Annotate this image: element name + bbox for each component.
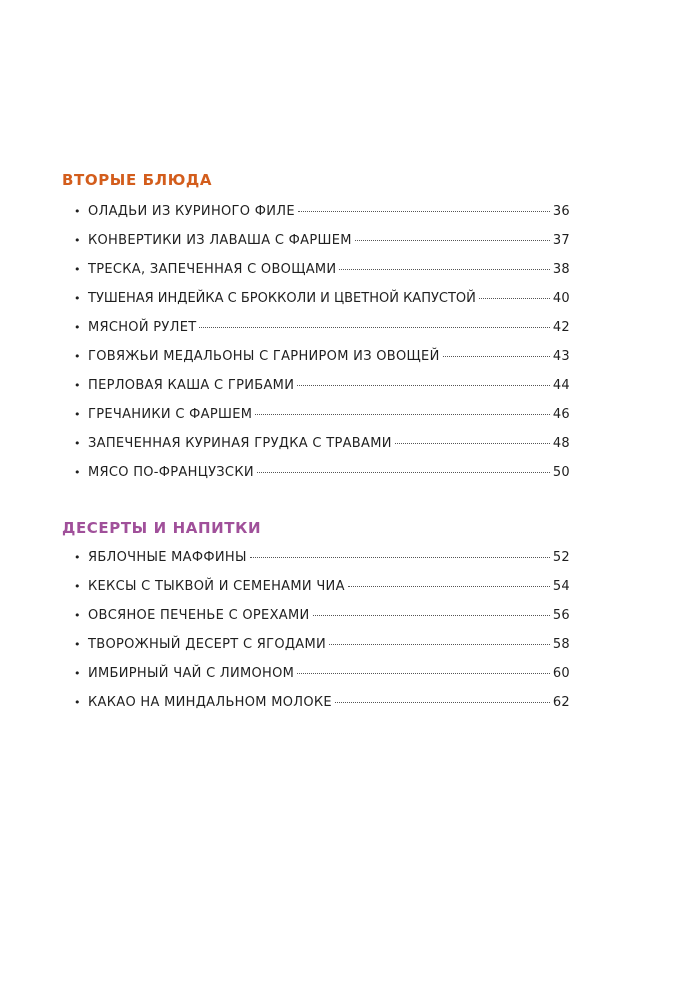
page-number: 37 — [552, 233, 570, 248]
toc-entry[interactable] — [62, 695, 570, 724]
page-number: 50 — [552, 465, 570, 480]
dot-leader — [250, 557, 550, 558]
dot-leader — [199, 327, 549, 328]
toc-section-main-courses — [62, 171, 570, 494]
dot-leader — [313, 615, 550, 616]
page-number: 54 — [552, 579, 570, 594]
entry-title: МЯСО ПО-ФРАНЦУЗСКИ — [88, 465, 254, 480]
toc-entry[interactable] — [62, 320, 570, 349]
toc-entry[interactable] — [62, 262, 570, 291]
page-number: 43 — [552, 349, 570, 364]
dot-leader — [479, 298, 550, 299]
bullet-icon: • — [74, 696, 81, 709]
dot-leader — [395, 443, 550, 444]
toc-entry[interactable] — [62, 291, 570, 320]
page-number: 42 — [552, 320, 570, 335]
entry-title: ОВСЯНОЕ ПЕЧЕНЬЕ С ОРЕХАМИ — [88, 608, 310, 623]
dot-leader — [329, 644, 550, 645]
toc-entry[interactable] — [62, 666, 570, 695]
entry-title: КАКАО НА МИНДАЛЬНОМ МОЛОКЕ — [88, 695, 332, 710]
bullet-icon: • — [74, 580, 81, 593]
entry-title: ТРЕСКА, ЗАПЕЧЕННАЯ С ОВОЩАМИ — [88, 262, 337, 277]
dot-leader — [443, 356, 550, 357]
dot-leader — [297, 673, 550, 674]
bullet-icon: • — [74, 234, 81, 247]
bullet-icon: • — [74, 667, 81, 680]
bullet-icon: • — [74, 408, 81, 421]
page-number: 48 — [552, 436, 570, 451]
entry-title: ПЕРЛОВАЯ КАША С ГРИБАМИ — [88, 378, 295, 393]
bullet-icon: • — [74, 437, 81, 450]
entry-title: ГОВЯЖЬИ МЕДАЛЬОНЫ С ГАРНИРОМ ИЗ ОВОЩЕЙ — [88, 349, 440, 364]
bullet-icon: • — [74, 292, 81, 305]
entry-title: ГРЕЧАНИКИ С ФАРШЕМ — [88, 407, 253, 422]
dot-leader — [339, 269, 549, 270]
entry-title: КЕКСЫ С ТЫКВОЙ И СЕМЕНАМИ ЧИА — [88, 579, 345, 594]
dot-leader — [335, 702, 550, 703]
page-number: 40 — [552, 291, 570, 306]
section-heading: ДЕСЕРТЫ И НАПИТКИ — [62, 519, 262, 537]
entry-title: ЯБЛОЧНЫЕ МАФФИНЫ — [88, 550, 247, 565]
toc-entry[interactable] — [62, 579, 570, 608]
bullet-icon: • — [74, 638, 81, 651]
toc-entry[interactable] — [62, 407, 570, 436]
toc-entry[interactable] — [62, 608, 570, 637]
section-heading: ВТОРЫЕ БЛЮДА — [62, 171, 213, 189]
toc-entry[interactable] — [62, 349, 570, 378]
bullet-icon: • — [74, 551, 81, 564]
page-number: 38 — [552, 262, 570, 277]
bullet-icon: • — [74, 350, 81, 363]
entry-title: ТУШЕНАЯ ИНДЕЙКА С БРОККОЛИ И ЦВЕТНОЙ КАПУСТОЙ — [88, 291, 476, 306]
bullet-icon: • — [74, 379, 81, 392]
bullet-icon: • — [74, 321, 81, 334]
dot-leader — [257, 472, 550, 473]
toc-entry[interactable] — [62, 378, 570, 407]
bullet-icon: • — [74, 466, 81, 479]
toc-list — [62, 204, 570, 494]
page-number: 36 — [552, 204, 570, 219]
page-number: 56 — [552, 608, 570, 623]
page-number: 60 — [552, 666, 570, 681]
entry-title: ЗАПЕЧЕННАЯ КУРИНАЯ ГРУДКА С ТРАВАМИ — [88, 436, 392, 451]
toc-entry[interactable] — [62, 204, 570, 233]
page-number: 58 — [552, 637, 570, 652]
toc-entry[interactable] — [62, 465, 570, 494]
page-number: 46 — [552, 407, 570, 422]
dot-leader — [355, 240, 550, 241]
toc-section-desserts — [62, 519, 570, 724]
page-number: 62 — [552, 695, 570, 710]
dot-leader — [298, 211, 550, 212]
toc-list — [62, 550, 570, 724]
dot-leader — [297, 385, 550, 386]
toc-entry[interactable] — [62, 436, 570, 465]
entry-title: ТВОРОЖНЫЙ ДЕСЕРТ С ЯГОДАМИ — [88, 637, 327, 652]
bullet-icon: • — [74, 205, 81, 218]
entry-title: КОНВЕРТИКИ ИЗ ЛАВАША С ФАРШЕМ — [88, 233, 352, 248]
dot-leader — [348, 586, 550, 587]
toc-entry[interactable] — [62, 637, 570, 666]
dot-leader — [255, 414, 550, 415]
bullet-icon: • — [74, 263, 81, 276]
toc-entry[interactable] — [62, 233, 570, 262]
bullet-icon: • — [74, 609, 81, 622]
toc-entry[interactable] — [62, 550, 570, 579]
entry-title: МЯСНОЙ РУЛЕТ — [88, 320, 197, 335]
entry-title: ИМБИРНЫЙ ЧАЙ С ЛИМОНОМ — [88, 666, 295, 681]
page-number: 52 — [552, 550, 570, 565]
entry-title: ОЛАДЬИ ИЗ КУРИНОГО ФИЛЕ — [88, 204, 295, 219]
page-number: 44 — [552, 378, 570, 393]
